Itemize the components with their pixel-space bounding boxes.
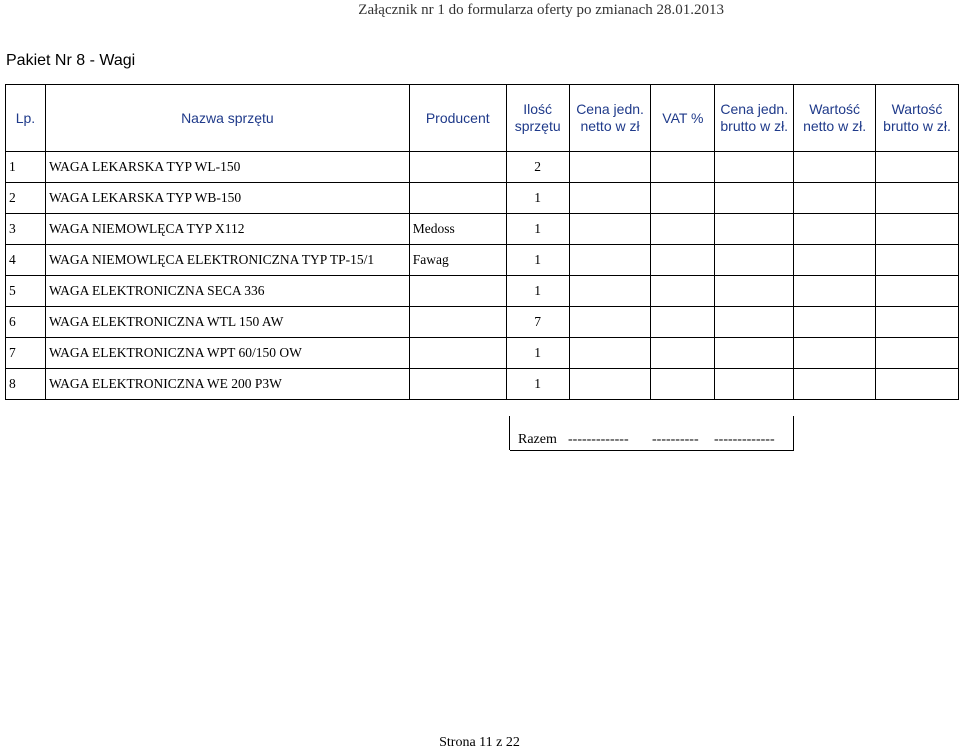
cell-producer: [409, 183, 506, 214]
cell-value-net: [794, 152, 876, 183]
cell-qty: 1: [506, 369, 569, 400]
cell-lp: 8: [6, 369, 46, 400]
table-row: [6, 369, 959, 400]
document-header: Załącznik nr 1 do formularza oferty po zmianach 28.01.2013: [358, 2, 724, 18]
summary-label: Razem: [518, 432, 557, 447]
cell-name: WAGA ELEKTRONICZNA WTL 150 AW: [45, 307, 409, 338]
cell-value-gross: [876, 152, 959, 183]
table-row: [6, 214, 959, 245]
cell-vat: [651, 307, 715, 338]
cell-unit-net: [569, 369, 651, 400]
items-table: [5, 84, 959, 400]
cell-name: WAGA ELEKTRONICZNA WE 200 P3W: [45, 369, 409, 400]
cell-lp: 3: [6, 214, 46, 245]
header-vat: VAT %: [651, 85, 715, 152]
cell-unit-net: [569, 245, 651, 276]
header-value-net: Wartość netto w zł.: [794, 85, 876, 152]
cell-name: WAGA ELEKTRONICZNA SECA 336: [45, 276, 409, 307]
table-row: [6, 183, 959, 214]
cell-producer: Medoss: [409, 214, 506, 245]
cell-value-net: [794, 183, 876, 214]
cell-lp: 7: [6, 338, 46, 369]
table-header-row: [6, 85, 959, 152]
cell-qty: 1: [506, 276, 569, 307]
cell-producer: [409, 307, 506, 338]
header-unit-gross: Cena jedn. brutto w zł.: [715, 85, 794, 152]
cell-lp: 4: [6, 245, 46, 276]
cell-qty: 1: [506, 338, 569, 369]
summary-row: [510, 430, 794, 451]
cell-vat: [651, 338, 715, 369]
summary-dash-vat: ----------: [652, 432, 699, 447]
cell-value-gross: [876, 276, 959, 307]
cell-unit-gross: [715, 307, 794, 338]
cell-value-gross: [876, 307, 959, 338]
cell-unit-net: [569, 183, 651, 214]
cell-qty: 1: [506, 183, 569, 214]
cell-vat: [651, 245, 715, 276]
cell-name: WAGA NIEMOWLĘCA ELEKTRONICZNA TYP TP-15/1: [45, 245, 409, 276]
cell-value-gross: [876, 245, 959, 276]
cell-unit-gross: [715, 338, 794, 369]
header-qty: Ilość sprzętu: [506, 85, 569, 152]
cell-unit-net: [569, 307, 651, 338]
cell-value-net: [794, 214, 876, 245]
cell-unit-gross: [715, 214, 794, 245]
cell-name: WAGA LEKARSKA TYP WL-150: [45, 152, 409, 183]
table-row: [6, 152, 959, 183]
cell-value-gross: [876, 183, 959, 214]
cell-qty: 1: [506, 214, 569, 245]
cell-value-net: [794, 245, 876, 276]
cell-value-net: [794, 276, 876, 307]
cell-unit-gross: [715, 245, 794, 276]
cell-producer: [409, 276, 506, 307]
cell-unit-gross: [715, 183, 794, 214]
cell-vat: [651, 276, 715, 307]
cell-value-net: [794, 338, 876, 369]
cell-unit-gross: [715, 152, 794, 183]
cell-name: WAGA NIEMOWLĘCA TYP X112: [45, 214, 409, 245]
cell-vat: [651, 183, 715, 214]
cell-vat: [651, 369, 715, 400]
header-lp: Lp.: [6, 85, 46, 152]
cell-unit-gross: [715, 369, 794, 400]
cell-unit-net: [569, 276, 651, 307]
header-producer: Producent: [409, 85, 506, 152]
package-title: Pakiet Nr 8 - Wagi: [6, 52, 136, 69]
cell-lp: 5: [6, 276, 46, 307]
cell-producer: [409, 369, 506, 400]
cell-producer: Fawag: [409, 245, 506, 276]
cell-producer: [409, 338, 506, 369]
cell-value-gross: [876, 338, 959, 369]
cell-vat: [651, 152, 715, 183]
cell-name: WAGA ELEKTRONICZNA WPT 60/150 OW: [45, 338, 409, 369]
header-name: Nazwa sprzętu: [45, 85, 409, 152]
cell-unit-net: [569, 214, 651, 245]
cell-qty: 1: [506, 245, 569, 276]
cell-lp: 6: [6, 307, 46, 338]
table-row: [6, 338, 959, 369]
cell-lp: 1: [6, 152, 46, 183]
cell-unit-gross: [715, 276, 794, 307]
cell-vat: [651, 214, 715, 245]
cell-name: WAGA LEKARSKA TYP WB-150: [45, 183, 409, 214]
summary-dash-unit-gross: -------------: [714, 432, 775, 447]
cell-value-net: [794, 369, 876, 400]
cell-qty: 7: [506, 307, 569, 338]
header-value-gross: Wartość brutto w zł.: [876, 85, 959, 152]
cell-value-gross: [876, 369, 959, 400]
table-row: [6, 307, 959, 338]
cell-value-gross: [876, 214, 959, 245]
cell-unit-net: [569, 152, 651, 183]
table-row: [6, 245, 959, 276]
cell-lp: 2: [6, 183, 46, 214]
cell-producer: [409, 152, 506, 183]
cell-unit-net: [569, 338, 651, 369]
page-footer: Strona 11 z 22: [439, 735, 520, 750]
table-row: [6, 276, 959, 307]
header-unit-net: Cena jedn. netto w zł: [569, 85, 651, 152]
cell-qty: 2: [506, 152, 569, 183]
summary-dash-unit-net: -------------: [568, 432, 629, 447]
cell-value-net: [794, 307, 876, 338]
